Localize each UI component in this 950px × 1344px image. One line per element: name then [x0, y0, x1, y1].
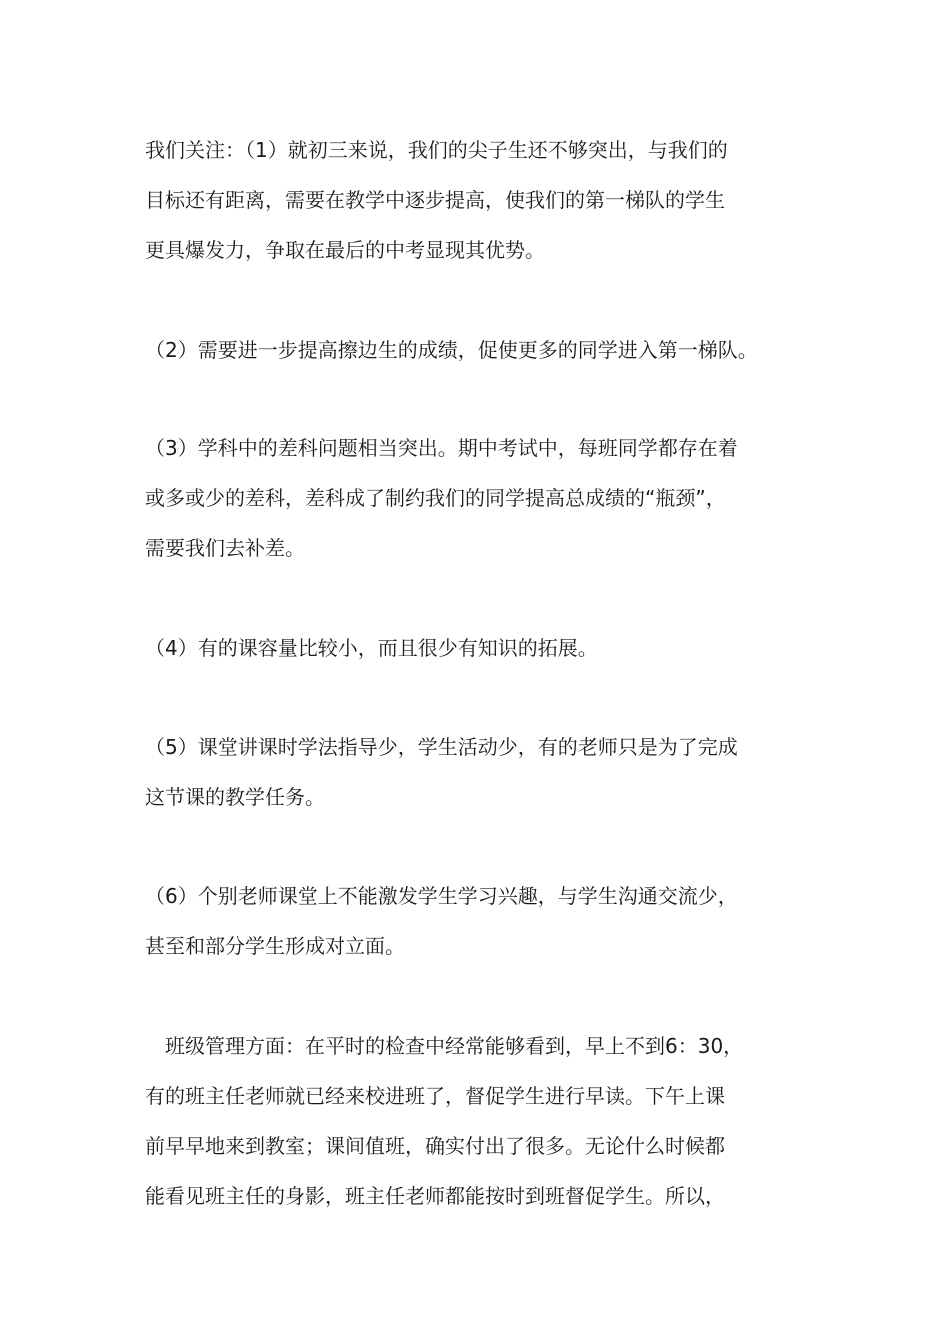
text-line: 前早早地来到教室；课间值班，确实付出了很多。无论什么时候都	[145, 1134, 725, 1158]
text-line: 目标还有距离，需要在教学中逐步提高，使我们的第一梯队的学生	[145, 188, 725, 212]
paragraph-item-5	[145, 722, 825, 822]
text-line: （4）有的课容量比较小，而且很少有知识的拓展。	[145, 636, 598, 660]
text-line: （5）课堂讲课时学法指导少，学生活动少，有的老师只是为了完成	[145, 735, 738, 759]
text-line: 或多或少的差科，差科成了制约我们的同学提高总成绩的“瓶颈”，	[145, 486, 726, 510]
text-line: 班级管理方面：在平时的检查中经常能够看到，早上不到6：30，	[145, 1034, 744, 1058]
text-line: 我们关注：（1）就初三来说，我们的尖子生还不够突出，与我们的	[145, 138, 728, 162]
text-line: （3）学科中的差科问题相当突出。期中考试中，每班同学都存在着	[145, 436, 738, 460]
text-line: 这节课的教学任务。	[145, 785, 325, 809]
text-line: 甚至和部分学生形成对立面。	[145, 934, 405, 958]
text-line: （6）个别老师课堂上不能激发学生学习兴趣，与学生沟通交流少，	[145, 884, 738, 908]
paragraph-item-3	[145, 423, 825, 573]
text-line: 能看见班主任的身影，班主任老师都能按时到班督促学生。所以，	[145, 1184, 725, 1208]
paragraph-item-2	[145, 325, 825, 375]
text-line: 有的班主任老师就已经来校进班了，督促学生进行早读。下午上课	[145, 1084, 725, 1108]
paragraph-class-management	[145, 1021, 825, 1221]
text-line: 更具爆发力，争取在最后的中考显现其优势。	[145, 238, 545, 262]
paragraph-focus-intro	[145, 125, 825, 275]
paragraph-item-4	[145, 623, 825, 673]
text-line: 需要我们去补差。	[145, 536, 305, 560]
text-line: （2）需要进一步提高擦边生的成绩，促使更多的同学进入第一梯队。	[145, 338, 758, 362]
paragraph-item-6	[145, 871, 825, 971]
